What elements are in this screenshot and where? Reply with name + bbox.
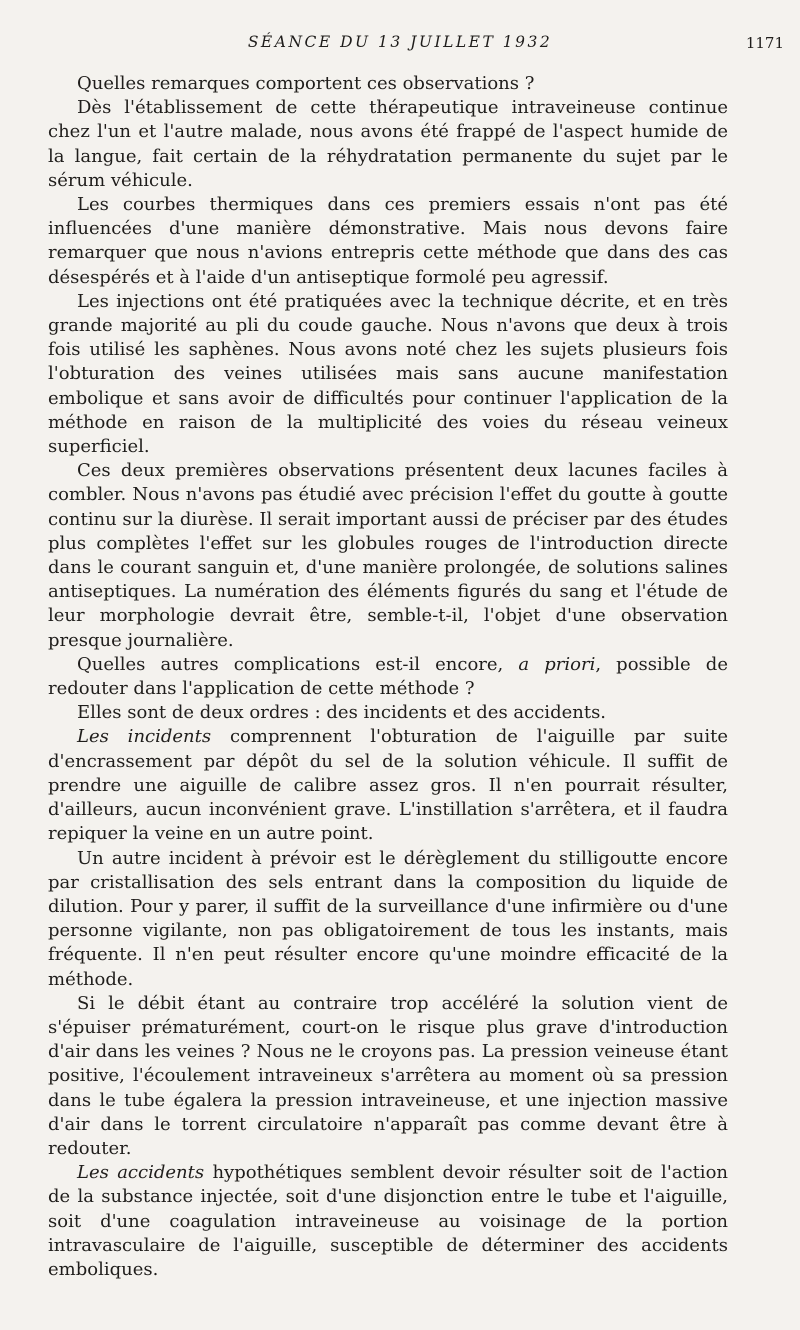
paragraph-6 (48, 653, 728, 701)
paragraph-8 (48, 725, 728, 846)
paragraph-4: Les injections ont été pratiquées avec la technique décrite, et en très grande majorité au pli du coude gauche. Nous n'avons que deux à trois fois utilisé les saphènes. Nous avons noté chez les sujets plusieurs fois l'obturation des veines utilisées mais sans aucune manifestation embolique et sans avoir de difficultés pour continuer l'application de la méthode en raison de la multiplicité des voies du réseau veineux superficiel. (48, 290, 728, 458)
paragraph-6-tail: , possible de redouter dans l'application de cette méthode ? (48, 653, 728, 700)
paragraph-3: Les courbes thermiques dans ces premiers essais n'ont pas été influencées d'une manière démonstrative. Mais nous devons faire remarquer que nous n'avions entrepris cette méthode que dans des cas désespérés et à l'aide d'un antiseptique formolé peu agressif. (48, 194, 728, 288)
paragraph-6-lead: Quelles autres complications est-il encore, (77, 653, 519, 675)
paragraph-7: Elles sont de deux ordres : des incidents et des accidents. (77, 702, 607, 724)
paragraph-10: Si le débit étant au contraire trop accéléré la solution vient de s'épuiser prématurément, court-on le risque plus grave d'introduction d'air dans les veines ? Nous ne le croyons pas. La pression veineuse étant positive, l'écoulement intraveineux s'arrêtera au moment où sa pression dans le tube égalera la pression intraveineuse, et une injection massive d'air dans le torrent circulatoire n'apparaît pas comme devant être à redouter. (48, 992, 728, 1159)
page-number: 1171 (745, 34, 784, 52)
running-head (0, 33, 800, 59)
paragraph-11-italic: Les accidents (77, 1162, 205, 1184)
paragraph-2: Dès l'établissement de cette thérapeutique intraveineuse continue chez l'un et l'autre malade, nous avons été frappé de l'aspect humide de la langue, fait certain de la réhydratation permanente du sujet par le sérum véhicule. (48, 97, 728, 191)
paragraph-6-italic: a priori (518, 653, 596, 675)
body-text (48, 72, 728, 1282)
paragraph-9: Un autre incident à prévoir est le dérèglement du stilligoutte encore par cristallisation des sels entrant dans la composition du liquide de dilution. Pour y parer, il suffit de la surveillance d'une infirmière ou d'une personne vigilante, non pas obligatoirement de tous les instants, mais fréquente. Il n'en peut résulter encore qu'une moindre efficacité de la méthode. (48, 847, 728, 990)
paragraph-11-tail: hypothétiques semblent devoir résulter soit de l'action de la substance injectée, soit d'une disjonction entre le tube et l'aiguille, soit d'une coagulation intraveineuse au voisinage de la portion intravasculaire de l'aiguille, susceptible de déterminer des accidents emboliques. (48, 1162, 728, 1280)
paragraph-1: Quelles remarques comportent ces observations ? (77, 73, 535, 94)
paragraph-11 (48, 1161, 728, 1282)
paragraph-5: Ces deux premières observations présentent deux lacunes faciles à combler. Nous n'avons pas étudié avec précision l'effet du goutte à goutte continu sur la diurèse. Il serait important aussi de préciser par des études plus complètes l'effet sur les globules rouges de l'introduction directe dans le courant sanguin et, d'une manière prolongée, de solutions salines antiseptiques. La numération des éléments figurés du sang et l'étude de leur morphologie devrait être, semble-t-il, l'objet d'une observation presque journalière. (48, 460, 728, 651)
paragraph-8-italic: Les incidents (77, 726, 212, 748)
paragraph-8-tail: comprennent l'obturation de l'aiguille par suite d'encrassement par dépôt du sel de la solution véhicule. Il suffit de prendre une aiguille de calibre assez gros. Il n'en pourrait résulter, d'ailleurs, aucun inconvénient grave. L'instillation s'arrêtera, et il faudra repiquer la veine en un autre point. (48, 726, 728, 845)
running-title: SÉANCE DU 13 JUILLET 1932 (247, 33, 553, 51)
